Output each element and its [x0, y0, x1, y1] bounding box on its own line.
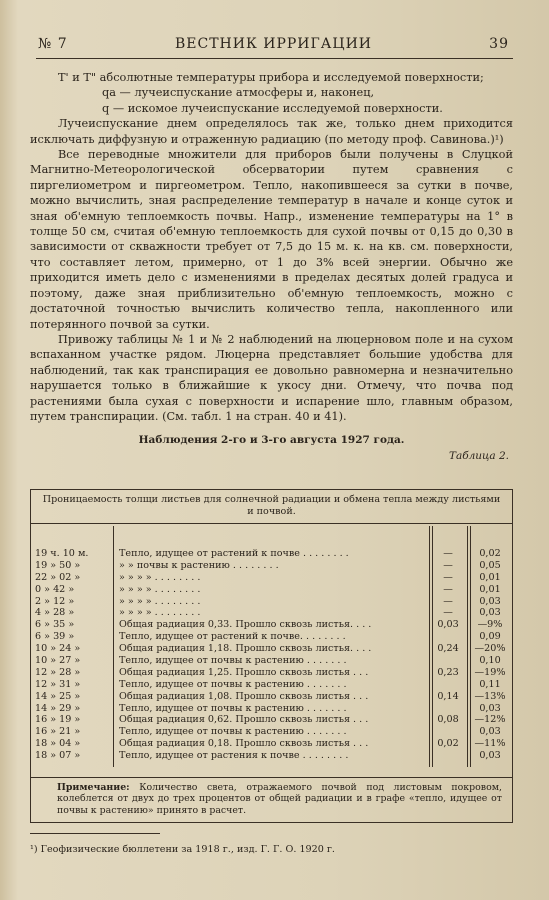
table-row	[31, 548, 512, 560]
row-time: 19 ч. 10 м.	[35, 548, 89, 559]
row-value-passed: —	[443, 548, 453, 559]
row-value-passed: —	[443, 595, 453, 607]
formula-line: qa — лучеиспускание атмосферы и, наконец,	[102, 86, 375, 100]
row-description: Тепло, идущее от почвы к растению . . . . . . .	[119, 726, 347, 738]
row-value-passed: 0,23	[437, 666, 459, 678]
row-time: 19 » 50 »	[35, 559, 81, 571]
footnote-rule	[30, 833, 160, 834]
row-description: » » » » . . . . . . . .	[119, 607, 201, 619]
row-time: 0 » 42 »	[35, 583, 75, 595]
table-row	[31, 667, 512, 679]
row-description: » » почвы к растению . . . . . . . .	[119, 559, 279, 571]
row-time: 6 » 35 »	[35, 619, 75, 631]
row-description: » » » » . . . . . . . .	[119, 595, 201, 607]
table-row	[31, 714, 512, 726]
row-value-heat: —13%	[474, 690, 506, 702]
row-value-heat: —20%	[474, 643, 506, 655]
row-value-passed: 0,24	[437, 643, 459, 655]
row-description: Общая радиация 0,18. Прошло сквозь листья . . .	[119, 738, 369, 750]
journal-title: ВЕСТНИК ИРРИГАЦИИ	[174, 36, 373, 52]
row-value-heat: 0,05	[479, 559, 501, 571]
running-header	[38, 36, 509, 56]
table-row	[31, 596, 512, 608]
row-time: 22 » 02 »	[35, 571, 81, 583]
table-row	[31, 560, 512, 572]
row-value-passed: —	[443, 583, 453, 595]
row-time: 18 » 07 »	[35, 750, 81, 762]
row-time: 18 » 04 »	[35, 738, 81, 750]
table-row	[31, 572, 512, 584]
row-time: 4 » 28 »	[35, 607, 75, 619]
row-description: Общая радиация 1,18. Прошло сквозь листья. . . .	[119, 643, 372, 655]
row-time: 6 » 39 »	[35, 631, 75, 643]
formula-line: q — искомое лучеиспускание исследуемой поверхности.	[102, 101, 443, 115]
footnote: ¹) Геофизические бюллетени за 1918 г., изд. Г. Г. О. 1920 г.	[30, 844, 335, 855]
paragraph: T' и T" абсолютные температуры прибора и исследуемой поверхности;	[58, 71, 484, 84]
row-value-passed: —	[443, 607, 453, 619]
row-description: Тепло, идущее от растения к почве . . . . . . . .	[119, 750, 349, 762]
row-description: » » » » . . . . . . . .	[119, 571, 201, 583]
table-row	[31, 607, 512, 619]
row-value-heat: 0,03	[479, 595, 501, 607]
row-description: Тепло, идущее от растений к почве. . . . . . . .	[119, 631, 346, 643]
paragraph: Лучеиспускание днем определялось так же, только днем приходится исключать диффузную и отраженную радиацию (по методу проф. Савинова.)¹)	[30, 117, 513, 146]
row-value-heat: —11%	[474, 738, 506, 750]
table-label: Таблица 2.	[448, 449, 509, 462]
table-row	[31, 679, 512, 691]
row-value-passed: 0,02	[437, 738, 459, 750]
row-time: 14 » 29 »	[35, 702, 81, 714]
table-caption: Наблюдения 2-го и 3-го августа 1927 года.	[138, 434, 405, 447]
row-value-heat: 0,09	[479, 631, 501, 643]
table-row	[31, 703, 512, 715]
table-body	[31, 548, 512, 762]
table-row	[31, 655, 512, 667]
row-value-heat: —19%	[474, 666, 506, 678]
table-row	[31, 643, 512, 655]
row-description: Тепло, идущее от почвы к растению . . . . . . .	[119, 678, 347, 690]
row-time: 10 » 27 »	[35, 655, 81, 667]
row-time: 2 » 12 »	[35, 595, 75, 607]
table-note	[31, 777, 512, 823]
row-description: Общая радиация 1,08. Прошло сквозь листья . . .	[119, 690, 369, 702]
paragraph: Привожу таблицы № 1 и № 2 наблюдений на люцерновом поле и на сухом вспаханном участке рядом. Люцерна представляет большие удобства для наблюдений, так как транспирация ее довольно равномерна и незначительно нарушается только в ближайшие к укосу дни. Отмечу, что почва под растениями была сухая с поверхности и испарение шло, главным образом, путем транспирации. (См. табл. 1 на стран. 40 и 41).	[30, 332, 513, 423]
data-table	[30, 489, 513, 823]
row-value-heat: 0,03	[479, 750, 501, 762]
row-time: 16 » 19 »	[35, 714, 81, 726]
row-value-heat: 0,01	[479, 583, 501, 595]
row-value-heat: 0,01	[479, 571, 501, 583]
row-description: Тепло, идущее от почвы к растению . . . . . . .	[119, 655, 347, 667]
table-header: Проницаемость толщи листьев для солнечной радиации и обмена тепла между листьями и почвой.	[31, 490, 512, 524]
paragraph: Все переводные множители для приборов были получены в Слуцкой Магнитно-Метеорологической обсерватории путем сравнения с пиргелиометром и пиргеометром. Тепло, накопившееся за сутки в почве, можно вычислить, зная распределение температур в начале и конце суток и зная об'емную теплоемкость почвы. Напр., изменение температуры на 1° в толще 50 см, считая об'емную теплоемкость для сухой почвы от 0,15 до 0,30 в зависимости от скважности требует от 7,5 до 15 м. к. на кв. см. поверхности, что составляет летом, примерно, от 1 до 3% всей энергии. Обычно же приходится иметь дело с изменениями в пределах десятых долей градуса и поэтому, даже зная приблизительно об'емную теплоемкость, можно с достаточной точностью вычислить количество тепла, накопленного или потерянного почвой за сутки.	[30, 148, 513, 331]
row-description: Общая радиация 1,25. Прошло сквозь листья . . .	[119, 666, 369, 678]
row-time: 12 » 28 »	[35, 666, 81, 678]
header-rule	[36, 58, 513, 59]
row-value-heat: 0,11	[479, 678, 501, 690]
row-value-heat: 0,02	[479, 548, 501, 559]
issue-number: № 7	[38, 36, 68, 52]
row-description: Общая радиация 0,33. Прошло сквозь листья. . . .	[119, 619, 372, 631]
row-time: 12 » 31 »	[35, 678, 81, 690]
row-value-passed: 0,08	[437, 714, 459, 726]
row-value-heat: 0,03	[479, 702, 501, 714]
row-value-heat: —12%	[474, 714, 506, 726]
row-time: 10 » 24 »	[35, 643, 81, 655]
row-value-heat: —9%	[477, 619, 503, 631]
table-row	[31, 584, 512, 596]
row-value-passed: 0,03	[437, 619, 459, 631]
row-description: » » » » . . . . . . . .	[119, 583, 201, 595]
row-value-heat: 0,10	[479, 655, 501, 667]
note-text: Количество света, отражаемого почвой под листовым покровом, колеблется от двух до трех процентов от общей радиации и в графе «тепло, идущее от почвы к растению» принято в расчет.	[57, 781, 502, 816]
table-row	[31, 619, 512, 631]
row-value-heat: 0,03	[479, 726, 501, 738]
table-row	[31, 750, 512, 762]
table-row	[31, 691, 512, 703]
row-value-passed: —	[443, 559, 453, 571]
row-description: Тепло, идущее от почвы к растению . . . . . . .	[119, 702, 347, 714]
table-row	[31, 738, 512, 750]
body-text	[30, 70, 513, 464]
table-row	[31, 726, 512, 738]
note-label: Примечание:	[57, 781, 130, 793]
row-value-heat: 0,03	[479, 607, 501, 619]
row-value-passed: —	[443, 571, 453, 583]
row-description: Общая радиация 0,62. Прошло сквозь листья . . .	[119, 714, 369, 726]
row-time: 16 » 21 »	[35, 726, 81, 738]
page-number: 39	[489, 36, 509, 52]
row-value-passed: 0,14	[437, 690, 459, 702]
row-time: 14 » 25 »	[35, 690, 81, 702]
row-description: Тепло, идущее от растений к почве . . . . . . . .	[119, 548, 349, 559]
table-row	[31, 631, 512, 643]
